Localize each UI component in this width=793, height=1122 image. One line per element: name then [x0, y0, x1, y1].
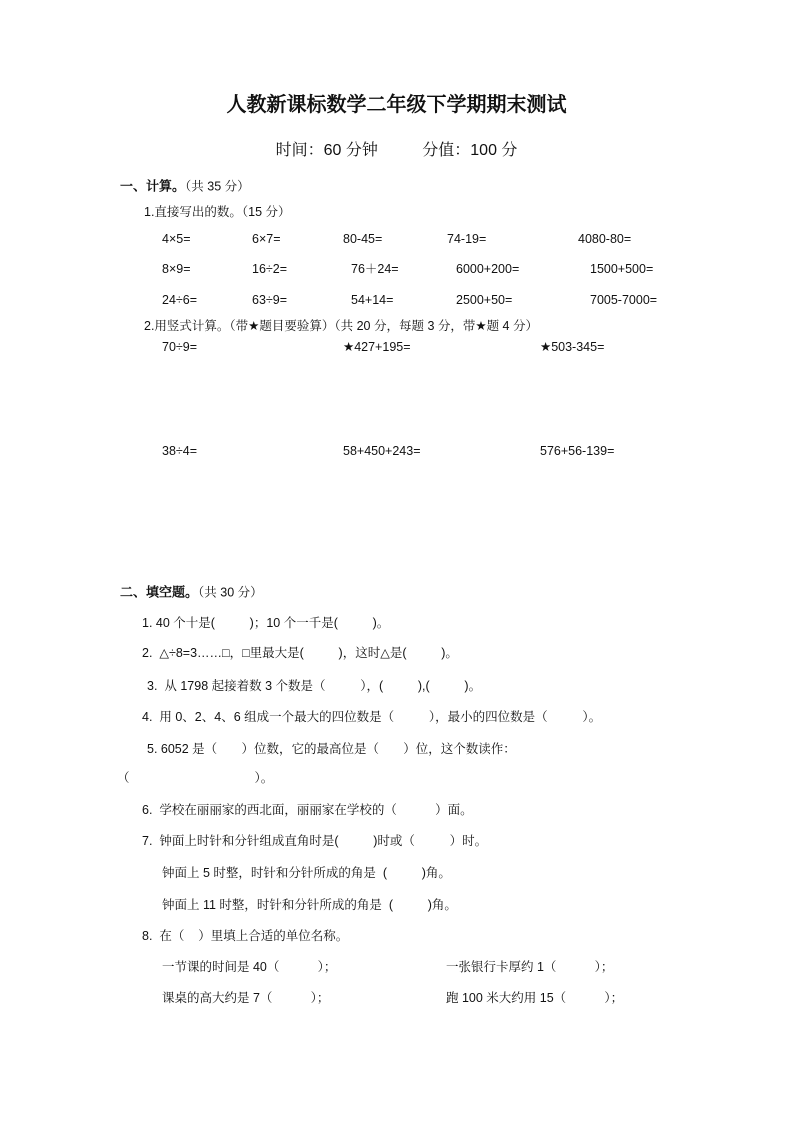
fill-blank-item: 跑 100 米大约用 15（ ）；: [446, 990, 624, 1005]
section1-title: 一、计算。: [120, 178, 186, 194]
fill-blank-item: 一张银行卡厚约 1（ ）；: [446, 959, 614, 974]
fill-blank-item: 钟面上 11 时整，时针和分针所成的角是 ( )角。: [162, 897, 457, 912]
exam-subtitle: 时间：60 分钟 分值：100 分: [275, 142, 518, 159]
fill-blank-item: 2. △÷8=3……□，□里最大是( )，这时△是( )。: [142, 645, 458, 660]
fill-blank-item: 7. 钟面上时针和分针组成直角时是( )时或（ ）时。: [142, 833, 488, 848]
oral-calc-item: 76＋24=: [351, 261, 399, 276]
oral-calc-item: 6×7=: [252, 231, 281, 246]
oral-calc-item: 6000+200=: [456, 261, 520, 276]
fill-blank-item: 3. 从 1798 起接着数 3 个数是（ ），( ),( )。: [147, 678, 482, 693]
question-2: 2.用竖式计算。（带★题目要验算）（共 20 分，每题 3 分，带★题 4 分）: [144, 318, 538, 333]
section1-heading: [120, 179, 250, 193]
oral-calc-item: 1500+500=: [590, 261, 654, 276]
fill-blank-item: 6. 学校在丽丽家的西北面，丽丽家在学校的（ ）面。: [142, 802, 473, 817]
oral-calc-item: 24÷6=: [162, 292, 198, 307]
vertical-calc-item: ★427+195=: [343, 339, 411, 354]
fill-blank-item: 4. 用 0、2、4、6 组成一个最大的四位数是（ ），最小的四位数是（ ）。: [142, 709, 602, 724]
fill-blank-item: 钟面上 5 时整，时针和分针所成的角是 ( )角。: [162, 865, 451, 880]
oral-calc-item: 8×9=: [162, 261, 191, 276]
oral-calc-item: 54+14=: [351, 292, 394, 307]
oral-calc-item: 63÷9=: [252, 292, 288, 307]
fill-blank-item: （ ）。: [117, 770, 274, 785]
section2-heading: [120, 585, 263, 599]
oral-calc-item: 7005-7000=: [590, 292, 658, 307]
vertical-calc-item: 58+450+243=: [343, 443, 421, 458]
question-1: 1.直接写出的数。（15 分）: [144, 204, 291, 219]
oral-calc-item: 2500+50=: [456, 292, 513, 307]
vertical-calc-item: 38÷4=: [162, 443, 198, 458]
fill-blank-item: 5. 6052 是（ ）位数，它的最高位是（ ）位，这个数读作：: [147, 741, 516, 756]
fill-blank-item: 课桌的高大约是 7（ ）；: [162, 990, 330, 1005]
fill-blank-item: 8. 在（ ）里填上合适的单位名称。: [142, 928, 349, 943]
vertical-calc-item: ★503-345=: [540, 339, 605, 354]
fill-blank-item: 1. 40 个十是( )；10 个一千是( )。: [142, 615, 390, 630]
oral-calc-item: 16÷2=: [252, 261, 288, 276]
section1-points: （共 35 分）: [185, 179, 250, 194]
oral-calc-item: 4080-80=: [578, 231, 632, 246]
oral-calc-item: 4×5=: [162, 231, 191, 246]
oral-calc-item: 80-45=: [343, 231, 383, 246]
exam-title: 人教新课标数学二年级下学期期末测试: [226, 94, 567, 116]
section2-title: 二、填空题。: [120, 584, 199, 600]
fill-blank-item: 一节课的时间是 40（ ）；: [162, 959, 337, 974]
vertical-calc-item: 576+56-139=: [540, 443, 615, 458]
section2-points: （共 30 分）: [198, 585, 263, 600]
vertical-calc-item: 70÷9=: [162, 339, 198, 354]
oral-calc-item: 74-19=: [447, 231, 487, 246]
